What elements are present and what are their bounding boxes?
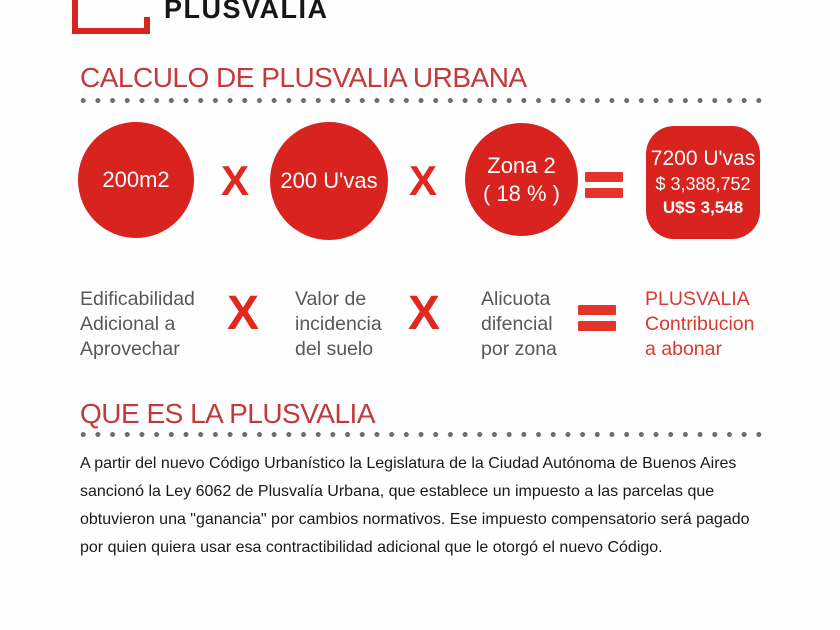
result-pesos: $ 3,388,752 — [655, 173, 751, 194]
operand-circle-valor-incidencia — [270, 122, 388, 240]
multiply-x-icon: X — [407, 287, 440, 340]
operand-label-valor-incidencia: Valor de incidencia del suelo — [295, 288, 382, 360]
dotted-divider — [80, 431, 770, 438]
result-label-plusvalia: PLUSVALIA Contribucion a abonar — [645, 288, 755, 360]
brand-name: PLUSVALIA — [164, 0, 329, 24]
logo-horizontal-bar — [72, 28, 150, 34]
circle-value: ( 18 % ) — [482, 180, 561, 206]
operand-label-alicuota: Alicuota difencial por zona — [481, 288, 557, 360]
equals-icon — [578, 305, 616, 337]
about-paragraph: A partir del nuevo Código Urbanístico la Legislatura de la Ciudad Autónoma de Buenos Aires sancionó la Ley 6062 de Plusvalía Urbana, que establece un impuesto a las parcelas que obtuvieron una "ganancia" por cambios normativos. Ese impuesto compensatorio será pagado por quien quiera usar esa contractibilidad adicional que le otorgó el nuevo Código. — [80, 455, 750, 556]
brand-logo-icon — [72, 0, 150, 34]
operand-circle-alicuota — [465, 123, 578, 236]
calc-section-title: CALCULO DE PLUSVALIA URBANA — [80, 62, 527, 93]
circle-value: 200 U'vas — [280, 168, 378, 193]
circle-value: 200m2 — [102, 167, 170, 192]
multiply-x-icon: X — [220, 157, 249, 204]
logo-corner-tick — [144, 17, 150, 34]
dotted-divider — [80, 97, 770, 104]
operand-label-edificabilidad: Edificabilidad Adicional a Aprovechar — [80, 288, 195, 360]
about-section-title: QUE ES LA PLUSVALIA — [80, 398, 376, 429]
multiply-x-icon: X — [408, 157, 437, 204]
equals-icon — [585, 172, 623, 204]
result-card — [646, 126, 760, 239]
operand-circle-edificabilidad — [78, 122, 194, 238]
circle-value: Zona 2 — [487, 152, 556, 178]
result-uvas: 7200 U'vas — [650, 146, 756, 170]
multiply-x-icon: X — [226, 287, 259, 340]
result-dollars: U$S 3,548 — [662, 197, 744, 217]
